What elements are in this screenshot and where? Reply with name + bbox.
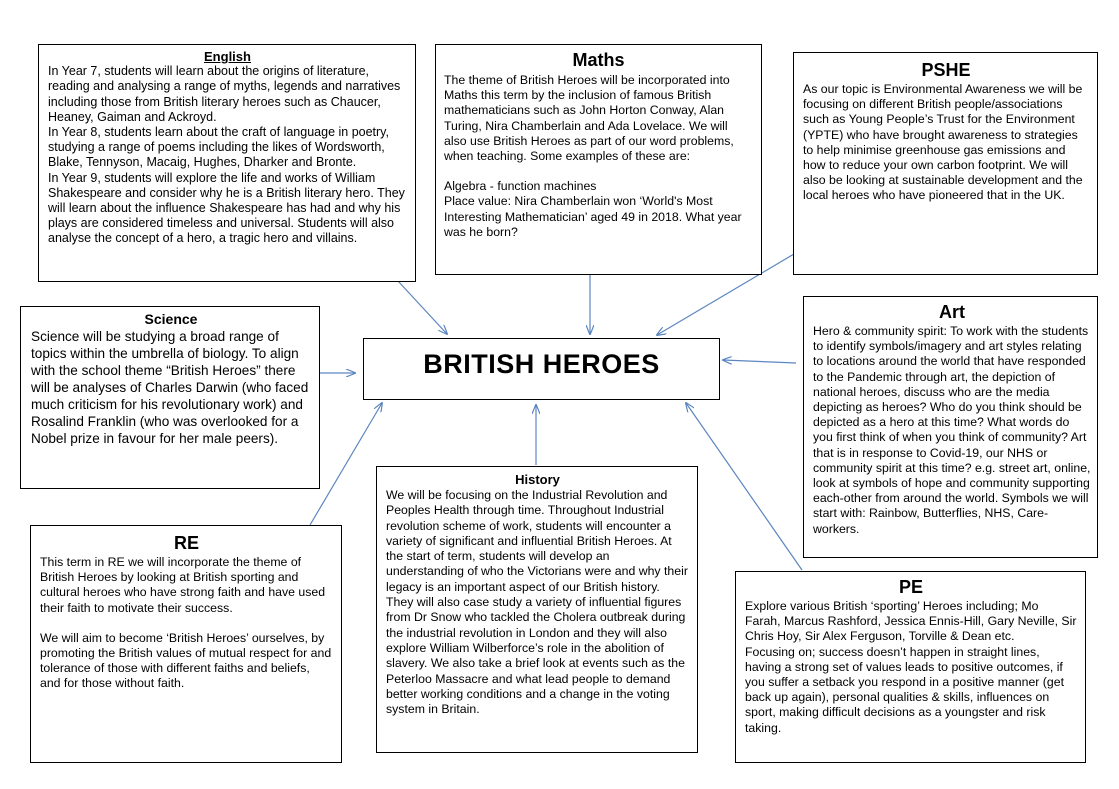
art-text: Hero & community spirit: To work with the students to identify symbols/imagery and art styles relating to locations around the world that have responded to the Pandemic through art, the depiction of national heroes, discuss who are the media depicting as heroes? Who do you think should be depicted as a hero at this time? What words do you first think of when you think of community? Art that is in response to Covid-19, our NHS or community spirit at this time? e.g. street art, online, look at symbols of hope and community supporting each-other from around the world. Symbols we will start with: Rainbow, Butterflies, NHS, Care-workers. [813, 324, 1091, 536]
history-title: History [515, 472, 560, 487]
pshe-box [793, 52, 1098, 275]
pshe-text: As our topic is Environmental Awareness we will be focusing on different British people/associations such as Young People’s Trust for the Environment (YPTE) who have brought awareness to strategies to help minimise greenhouse gas emissions and how to reduce your own carbon footprint. We will also be looking at sustainable development and the local heroes who have pioneered that in the UK. [803, 82, 1083, 203]
maths-title: Maths [572, 50, 625, 70]
art-box [803, 296, 1098, 558]
art-title: Art [939, 302, 965, 322]
pe-text-1: Explore various British ‘sporting’ Heroes including; Mo Farah, Marcus Rashford, Jessica Ennis-Hill, Gary Neville, Sir Chris Hoy, Sir Alex Ferguson, Torville & Dean etc. [745, 599, 1077, 644]
re-box [30, 525, 342, 763]
history-text: We will be focusing on the Industrial Revolution and Peoples Health through time. Throughout Industrial revolution scheme of work, students will encounter a variety of significant and influential British Heroes. At the start of term, students will develop an understanding of who the Victorians were and why their legacy is an important aspect of our British history. They will also case study a variety of influential figures from Dr Snow who tackled the Cholera outbreak during the industrial revolution in London and they will also explore William Wilberforce’s role in the abolition of slavery. We also take a brief look at events such as the Peterloo Massacre and what lead people to demand better working conditions and a change in the voting system in Britain. [386, 488, 688, 717]
maths-intro: The theme of British Heroes will be incorporated into Maths this term by the inclusion of famous British mathematicians such as John Horton Conway, Alan Turing, Nira Chamberlain and Ada Lovelace. We will also use British Heroes as part of our word problems, when teaching. Some examples of these are: [444, 73, 734, 164]
re-text-1: This term in RE we will incorporate the theme of British Heroes by looking at British sporting and cultural heroes who have strong faith and have used their faith to motivate their success. [40, 555, 326, 615]
maths-example-algebra: Algebra - function machines [444, 179, 597, 194]
english-year8: In Year 8, students learn about the craft of language in poetry, studying a range of poems including the likes of Wordsworth, Blake, Tennyson, Macaig, Hughes, Dharker and Bronte. [48, 125, 389, 170]
english-year7: In Year 7, students will learn about the origins of literature, reading and analysing a range of myths, legends and narratives including those from British literary heroes such as Chaucer, Heaney, Gaiman and Ackroyd. [48, 64, 401, 124]
maths-box [435, 44, 762, 275]
arrow-art [723, 360, 796, 363]
arrow-pe [686, 403, 802, 570]
english-box [38, 44, 416, 282]
pshe-title: PSHE [921, 60, 971, 80]
central-topic-title: BRITISH HEROES [423, 349, 660, 379]
english-year9: In Year 9, students will explore the life and works of William Shakespeare and consider why he is a British literary hero. They will learn about the influence Shakespeare has had and why his plays are considered timeless and universal. Students will also analyse the concept of a hero, a tragic hero and villains. [48, 170, 405, 246]
maths-example-place-value: Place value: Nira Chamberlain won ‘World's Most Interesting Mathematician’ aged 49 in 2018. What year was he born? [444, 194, 742, 239]
english-title: English [204, 49, 251, 64]
science-text: Science will be studying a broad range of topics within the umbrella of biology. To align with the school theme “British Heroes” there will be analyses of Charles Darwin (who faced much criticism for his revolutionary work) and Rosalind Franklin (who was overlooked for a Nobel prize in favour for her male peers). [31, 329, 309, 446]
central-topic-box [363, 338, 720, 400]
pe-text-2: Focusing on; success doesn’t happen in straight lines, having a strong set of values leads to positive outcomes, if you suffer a setback you respond in a positive manner (get back up again), personal qualities & skills, influences on sport, making difficult decisions as a youngster and risk taking. [745, 644, 1064, 735]
arrow-english [398, 281, 447, 334]
re-title: RE [173, 533, 199, 553]
science-title: Science [144, 311, 198, 327]
arrow-re [310, 403, 382, 525]
pe-box [735, 571, 1086, 763]
history-box [376, 466, 698, 753]
pe-title: PE [898, 577, 923, 597]
re-text-2: We will aim to become ‘British Heroes’ ourselves, by promoting the British values of mutual respect for and tolerance of those with different faiths and beliefs, and for those without faith. [40, 630, 332, 691]
science-box [20, 306, 320, 489]
